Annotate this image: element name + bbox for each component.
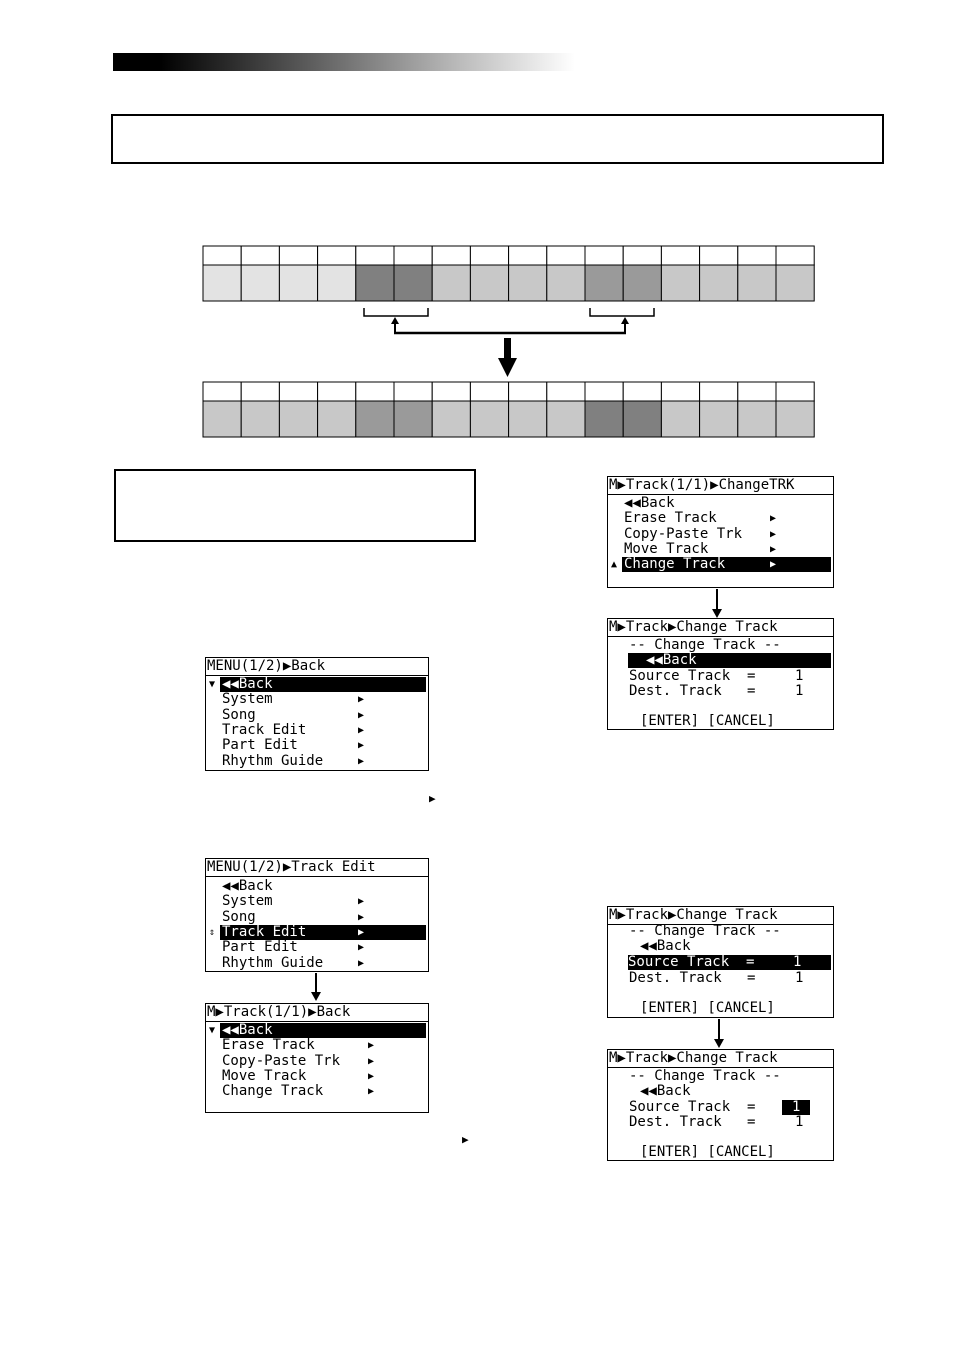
- before-track-cell: [432, 265, 470, 301]
- after-track-cell: [585, 401, 623, 437]
- dialog-back[interactable]: ◀◀Back: [640, 1083, 691, 1099]
- menu-item-label: Move Track: [624, 540, 709, 557]
- submenu-arrow-icon: ▶: [770, 559, 777, 571]
- after-track-cell: [738, 401, 776, 437]
- submenu-arrow-icon: ▶: [770, 513, 777, 525]
- lcd-menu-back: [205, 657, 429, 771]
- dest-value: 1: [795, 970, 804, 986]
- menu-item-label: Song: [222, 706, 256, 723]
- before-track-cell: [700, 265, 738, 301]
- before-header-cell: [432, 246, 470, 265]
- menu-item-label: Part Edit: [222, 939, 298, 956]
- before-track-cell: [623, 265, 661, 301]
- before-header-cell: [738, 246, 776, 265]
- after-track-cell: [356, 401, 394, 437]
- menu-item-label: Rhythm Guide: [222, 954, 324, 971]
- lcd-menu-item[interactable]: [208, 894, 426, 909]
- dialog-heading: -- Change Track --: [629, 923, 781, 939]
- lcd-menu-item[interactable]: [610, 527, 831, 542]
- menu-item-label: System: [222, 691, 273, 708]
- lcd-menu-item[interactable]: [622, 557, 831, 572]
- menu-item-label: Copy-Paste Trk: [222, 1052, 341, 1069]
- after-track-cell: [241, 401, 279, 437]
- before-header-cell: [585, 246, 623, 265]
- after-header-cell: [509, 382, 547, 401]
- swap-bracket: [364, 308, 428, 316]
- after-header-cell: [203, 382, 241, 401]
- before-track-cell: [585, 265, 623, 301]
- after-header-cell: [547, 382, 585, 401]
- after-header-cell: [279, 382, 317, 401]
- submenu-arrow-icon: ▶: [368, 1070, 375, 1082]
- lcd-menu-item[interactable]: [208, 754, 426, 769]
- before-header-cell: [776, 246, 814, 265]
- scroll-marker-icon: ▼: [208, 679, 216, 690]
- before-header-cell: [203, 246, 241, 265]
- submenu-arrow-icon: ▶: [358, 709, 365, 721]
- before-header-cell: [623, 246, 661, 265]
- before-track-cell: [241, 265, 279, 301]
- dialog-dest-row[interactable]: Dest. Track = 1: [629, 683, 804, 699]
- after-header-cell: [318, 382, 356, 401]
- lcd-menu-item[interactable]: [610, 496, 831, 511]
- dest-value: 1: [795, 1114, 804, 1130]
- submenu-arrow-icon: ▶: [770, 528, 777, 540]
- menu-item-label: ◀◀Back: [222, 1022, 273, 1038]
- lcd-menu-item[interactable]: [208, 738, 426, 753]
- after-track-cell: [547, 401, 585, 437]
- lcd-title: M▶Track▶Change Track: [608, 619, 833, 637]
- after-header-cell: [585, 382, 623, 401]
- note-box: [114, 469, 476, 542]
- submenu-arrow-icon: ▶: [358, 926, 365, 938]
- menu-item-label: Erase Track: [222, 1037, 315, 1054]
- scroll-marker-icon: ▲: [610, 559, 618, 571]
- before-track-cell: [279, 265, 317, 301]
- bracket-pointer-head: [391, 317, 399, 324]
- after-track-cell: [203, 401, 241, 437]
- before-header-cell: [547, 246, 585, 265]
- after-header-cell: [432, 382, 470, 401]
- dialog-source-row[interactable]: Source Track = 1: [610, 1100, 831, 1115]
- before-header-cell: [241, 246, 279, 265]
- lcd-menu-item[interactable]: [208, 940, 426, 955]
- lcd-menu-item[interactable]: [208, 879, 426, 894]
- menu-item-label: Part Edit: [222, 737, 298, 754]
- before-header-cell: [700, 246, 738, 265]
- submenu-arrow-icon: ▶: [358, 755, 365, 767]
- before-header-cell: [279, 246, 317, 265]
- after-header-cell: [394, 382, 432, 401]
- menu-item-label: Copy-Paste Trk: [624, 525, 743, 542]
- source-value-editing[interactable]: 1: [782, 1100, 810, 1115]
- menu-item-label: Rhythm Guide: [222, 752, 324, 769]
- submenu-arrow-icon: ▶: [368, 1055, 375, 1067]
- before-track-cell: [509, 265, 547, 301]
- flow-arrowhead: [712, 609, 722, 618]
- before-track-cell: [394, 265, 432, 301]
- source-value: 1: [795, 668, 804, 684]
- after-header-cell: [356, 382, 394, 401]
- lcd-menu-item[interactable]: [208, 723, 426, 738]
- lcd-change-dialog-source-selected: [607, 906, 834, 1018]
- submenu-arrow-icon: ▶: [358, 740, 365, 752]
- after-track-cell: [432, 401, 470, 437]
- lcd-menu-item[interactable]: [208, 910, 426, 925]
- scroll-marker-icon: ⇕: [208, 926, 216, 938]
- before-track-cell: [203, 265, 241, 301]
- dialog-source-row[interactable]: Source Track = 1: [629, 668, 804, 684]
- before-header-cell: [356, 246, 394, 265]
- lcd-title: M▶Track▶Change Track: [608, 1050, 833, 1068]
- source-value: 1: [793, 954, 802, 970]
- before-track-cell: [738, 265, 776, 301]
- before-track-cell: [547, 265, 585, 301]
- after-header-cell: [623, 382, 661, 401]
- scroll-marker-icon: ▼: [208, 1025, 216, 1036]
- lcd-change-dialog-back-selected: [607, 618, 834, 730]
- dialog-dest-row[interactable]: Dest. Track = 1: [629, 1114, 804, 1130]
- menu-item-label: Change Track: [624, 556, 726, 573]
- dialog-back[interactable]: ◀◀Back: [640, 938, 691, 954]
- lcd-title: M▶Track▶Change Track: [608, 907, 833, 925]
- before-track-cell: [318, 265, 356, 301]
- lcd-menu-item[interactable]: [208, 956, 426, 971]
- submenu-arrow-icon: ▶: [358, 724, 365, 736]
- before-header-cell: [318, 246, 356, 265]
- lcd-title: MENU(1/2)▶Back: [206, 658, 428, 676]
- swap-bracket: [590, 308, 654, 316]
- lcd-menu-item[interactable]: [208, 692, 426, 707]
- submenu-arrow-icon: ▶: [358, 896, 365, 908]
- lcd-menu-item[interactable]: [610, 511, 831, 526]
- down-arrow-head: [498, 358, 517, 377]
- before-header-cell: [661, 246, 699, 265]
- after-track-cell: [318, 401, 356, 437]
- dialog-heading: -- Change Track --: [629, 637, 781, 653]
- lcd-menu-item[interactable]: [208, 1054, 426, 1069]
- menu-item-label: System: [222, 893, 273, 910]
- submenu-arrow-icon: ▶: [358, 911, 365, 923]
- lcd-menu-item[interactable]: [220, 1023, 426, 1038]
- menu-item-label: Track Edit: [222, 721, 307, 738]
- down-arrow-shaft: [504, 338, 511, 361]
- after-header-cell: [776, 382, 814, 401]
- submenu-arrow-icon: ▶: [368, 1086, 375, 1098]
- lcd-change-dialog-source-editing: [607, 1049, 834, 1161]
- bracket-pointer-head: [621, 317, 629, 324]
- lcd-menu-track-edit: [205, 858, 429, 972]
- menu-item-label: ◀◀Back: [222, 878, 273, 894]
- menu-item-label: Track Edit: [222, 923, 307, 940]
- lcd-menu-item[interactable]: [208, 708, 426, 723]
- after-track-cell: [279, 401, 317, 437]
- submenu-arrow-icon: ▶: [368, 1040, 375, 1052]
- lcd-track-change: [607, 476, 834, 588]
- lcd-title: M▶Track(1/1)▶Back: [206, 1004, 428, 1022]
- before-track-cell: [776, 265, 814, 301]
- after-track-cell: [776, 401, 814, 437]
- menu-item-label: ◀◀Back: [624, 495, 675, 511]
- after-header-cell: [470, 382, 508, 401]
- after-track-cell: [623, 401, 661, 437]
- before-header-cell: [509, 246, 547, 265]
- dialog-source-row[interactable]: Source Track = 1: [628, 955, 831, 970]
- dialog-buttons[interactable]: [ENTER] [CANCEL]: [640, 1144, 775, 1160]
- menu-item-label: Erase Track: [624, 510, 717, 527]
- menu-item-label: ◀◀Back: [222, 676, 273, 692]
- lcd-title: MENU(1/2)▶Track Edit: [206, 859, 428, 877]
- lcd-menu-item[interactable]: [220, 677, 426, 692]
- submenu-arrow-icon: ▶: [358, 942, 365, 954]
- caret-right-icon: ▶: [429, 792, 436, 805]
- lcd-title: M▶Track(1/1)▶ChangeTRK: [608, 477, 833, 495]
- after-header-cell: [661, 382, 699, 401]
- before-track-cell: [470, 265, 508, 301]
- track-diagram: [0, 0, 954, 470]
- submenu-arrow-icon: ▶: [358, 957, 365, 969]
- lcd-track-back: [205, 1003, 429, 1113]
- before-track-cell: [661, 265, 699, 301]
- lcd-menu-item[interactable]: [208, 1084, 426, 1099]
- before-header-cell: [470, 246, 508, 265]
- lcd-menu-item[interactable]: [220, 925, 426, 940]
- before-track-cell: [356, 265, 394, 301]
- before-header-cell: [394, 246, 432, 265]
- after-header-cell: [738, 382, 776, 401]
- dest-value: 1: [795, 683, 804, 699]
- submenu-arrow-icon: ▶: [770, 543, 777, 555]
- lcd-menu-item[interactable]: [208, 1038, 426, 1053]
- after-header-cell: [241, 382, 279, 401]
- dialog-heading: -- Change Track --: [629, 1068, 781, 1084]
- menu-item-label: Change Track: [222, 1083, 324, 1100]
- after-track-cell: [394, 401, 432, 437]
- caret-right-icon: ▶: [462, 1133, 469, 1146]
- dialog-back[interactable]: ◀◀Back: [628, 653, 831, 668]
- menu-item-label: Song: [222, 908, 256, 925]
- after-track-cell: [470, 401, 508, 437]
- dialog-buttons[interactable]: [ENTER] [CANCEL]: [640, 713, 775, 729]
- lcd-menu-item[interactable]: [208, 1069, 426, 1084]
- after-track-cell: [509, 401, 547, 437]
- after-track-cell: [661, 401, 699, 437]
- lcd-menu-item[interactable]: [610, 542, 831, 557]
- after-header-cell: [700, 382, 738, 401]
- submenu-arrow-icon: ▶: [358, 694, 365, 706]
- menu-item-label: Move Track: [222, 1067, 307, 1084]
- dialog-dest-row[interactable]: Dest. Track = 1: [629, 970, 804, 986]
- after-track-cell: [700, 401, 738, 437]
- dialog-buttons[interactable]: [ENTER] [CANCEL]: [640, 1000, 775, 1016]
